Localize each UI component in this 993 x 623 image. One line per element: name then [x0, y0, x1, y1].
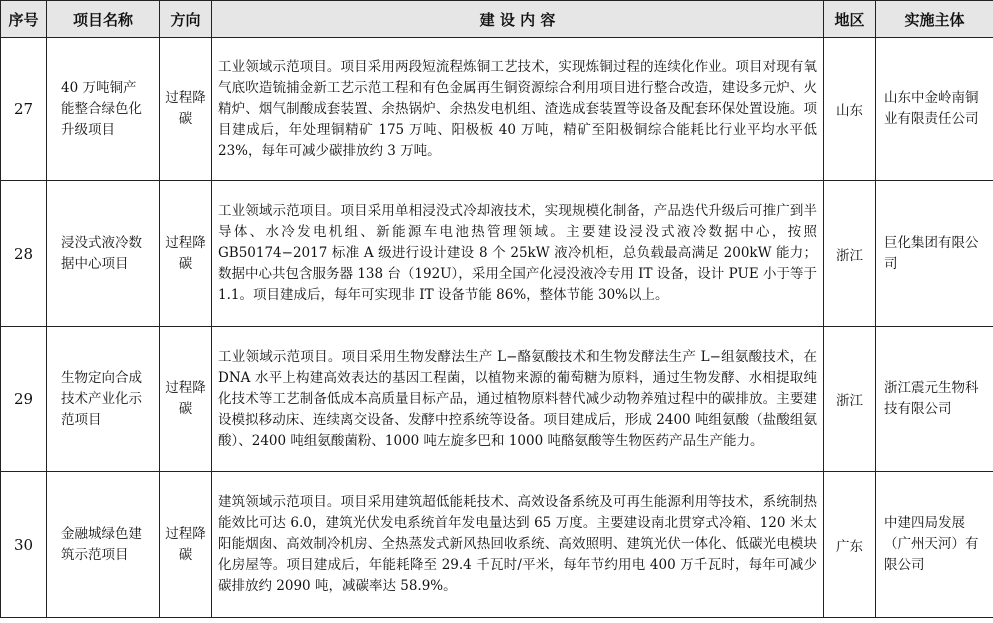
header-org: 实施主体	[876, 1, 993, 38]
table-row	[1, 38, 993, 181]
header-project-name: 项目名称	[47, 1, 160, 38]
row-region: 山东	[824, 38, 876, 181]
row-region: 浙江	[824, 327, 876, 472]
row-seq: 27	[1, 38, 47, 181]
row-direction: 过程降碳	[160, 327, 212, 472]
row-org: 浙江震元生物科技有限公司	[876, 327, 993, 472]
row-direction: 过程降碳	[160, 181, 212, 327]
row-seq: 28	[1, 181, 47, 327]
table-row	[1, 181, 993, 327]
row-content: 工业领域示范项目。项目采用两段短流程炼铜工艺技术，实现炼铜过程的连续化作业。项目对现有氧气底吹造锍捕金新工艺示范工程和有色金属再生铜资源综合利用项目进行整合改造，建设多元炉、火精炉、烟气制酸成套装置、余热锅炉、余热发电机组、渣选成套装置等设备及配套环保处置设施。项目建成后，年处理铜精矿 175 万吨、阳极板 40 万吨，精矿至阳极铜综合能耗比行业平均水平低 23%，每年可减少碳排放约 3 万吨。	[212, 38, 824, 181]
row-project-name: 金融城绿色建筑示范项目	[47, 472, 160, 618]
row-project-name: 浸没式液冷数据中心项目	[47, 181, 160, 327]
header-content: 建 设 内 容	[212, 1, 824, 38]
row-content: 建筑领域示范项目。项目采用建筑超低能耗技术、高效设备系统及可再生能源利用等技术，系统制热能效比可达 6.0，建筑光伏发电系统首年发电量达到 65 万度。主要建设南北贯穿式冷箱、120 米太阳能烟囱、高效制冷机房、全热蒸发式新风热回收系统、高效照明、建筑光伏一体化、低碳光电模块化房屋等。项目建成后，年能耗降至 29.4 千瓦时/平米，每年节约用电 400 万千瓦时，每年可减少碳排放约 2090 吨，减碳率达 58.9%。	[212, 472, 824, 618]
table-header-row	[1, 1, 993, 38]
header-seq: 序号	[1, 1, 47, 38]
row-seq: 30	[1, 472, 47, 618]
row-org: 中建四局发展（广州天河）有限公司	[876, 472, 993, 618]
row-org: 巨化集团有限公司	[876, 181, 993, 327]
row-project-name: 40 万吨铜产能整合绿色化升级项目	[47, 38, 160, 181]
row-org: 山东中金岭南铜业有限责任公司	[876, 38, 993, 181]
row-region: 浙江	[824, 181, 876, 327]
table-row	[1, 472, 993, 618]
row-content: 工业领域示范项目。项目采用单相浸没式冷却液技术，实现规模化制备，产品迭代升级后可推广到半导体、水冷发电机组、新能源车电池热管理领域。主要建设浸没式液冷数据中心，按照 GB50174−2017 标准 A 级进行设计建设 8 个 25kW 液冷机柜，总负载最高满足 200kW 能力；数据中心共包含服务器 138 台（192U），采用全国产化浸没液冷专用 IT 设备，设计 PUE 小于等于 1.1。项目建成后，每年可实现非 IT 设备节能 86%，整体节能 30%以上。	[212, 181, 824, 327]
row-direction: 过程降碳	[160, 38, 212, 181]
row-seq: 29	[1, 327, 47, 472]
row-direction: 过程降碳	[160, 472, 212, 618]
table-row	[1, 327, 993, 472]
header-direction: 方向	[160, 1, 212, 38]
row-project-name: 生物定向合成技术产业化示范项目	[47, 327, 160, 472]
row-region: 广东	[824, 472, 876, 618]
row-content: 工业领域示范项目。项目采用生物发酵法生产 L−酪氨酸技术和生物发酵法生产 L−组氨酸技术，在 DNA 水平上构建高效表达的基因工程菌，以植物来源的葡萄糖为原料，通过生物发酵、水相提取纯化技术等工艺制备低成本高质量目标产品，通过植物原料替代减少动物养殖过程中的碳排放。主要建设模拟移动床、连续离交设备、发酵中控系统等设备。项目建成后，形成 2400 吨组氨酸（盐酸组氨酸）、2400 吨组氨酸菌粉、1000 吨左旋多巴和 1000 吨酪氨酸等生物医药产品生产能力。	[212, 327, 824, 472]
header-region: 地区	[824, 1, 876, 38]
